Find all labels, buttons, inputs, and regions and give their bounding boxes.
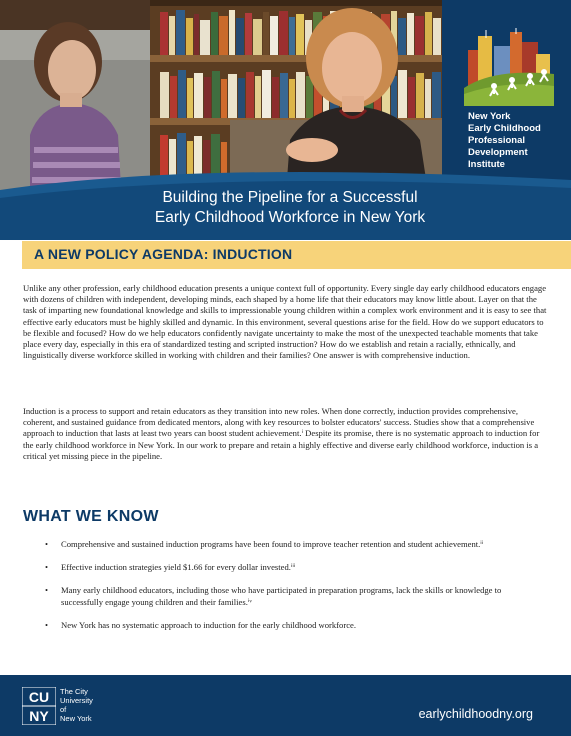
cuny-logo-icon xyxy=(22,687,56,725)
list-item-text: Effective induction strategies yield $1.66 for every dollar invested.ⁱⁱⁱ xyxy=(61,562,296,573)
cuny-mark-bottom: NY xyxy=(29,708,49,724)
induction-paragraph: Induction is a process to support and retain educators as they transition into new roles. When done correctly, induction provides comprehensive, coherent, and sustained guidance from dedicated mentors, along with key resources to bolster educators' success. Studies show that a comprehensive approach to induction that lasts at least two years can boost student achievement.ⁱ Despite its promise, there is no systematic approach to induction for the early childhood workforce in New York. In our work to prepare and retain a highly effective and diverse early childhood workforce, induction is a critical yet missing piece in the pipeline. xyxy=(23,406,540,461)
intro-paragraph: Unlike any other profession, early childhood education presents a unique context full of opportunity. Every single day early childhood educators engage with dozens of children with independent, developing minds, each shaped by a home life that their educators may know little about. Layer on that the task of imparting new foundational knowledge and skills to impressionable young children within a complex work environment and it is easy to see that effective early educators must be highly skilled and dynamic. In this environment, several questions arise for the field. How do we support educators to be flexible and focused? How do we help educators confidently navigate uncertainty to make the most of the unexpected teachable moments that take place every day, especially in this era of standardized testing and scripted instruction? How do we establish and retain a racially, ethnically, and linguistically diverse workforce skilled in working with children and their families? One answer is with comprehensive induction. xyxy=(23,283,547,361)
header xyxy=(0,0,571,240)
list-item xyxy=(45,562,545,573)
institute-name-line: Professional xyxy=(468,135,526,146)
what-we-know-title: WHAT WE KNOW xyxy=(23,508,159,525)
list-item xyxy=(45,585,545,607)
cuny-mark-top: CU xyxy=(28,689,50,705)
institute-name-line: Institute xyxy=(468,159,505,170)
what-we-know-list xyxy=(45,539,545,643)
footer xyxy=(0,675,571,736)
institute-name-line: Early Childhood xyxy=(468,123,541,134)
cuny-name-line: of xyxy=(60,705,67,714)
banner-title-line: Early Childhood Workforce in New York xyxy=(154,209,426,226)
list-item-text: Many early childhood educators, including those who have participated in preparation programs, lack the skills or knowledge to successfully engage young children and their families.ⁱᵛ xyxy=(61,585,502,607)
cuny-name-line: The City xyxy=(60,687,88,696)
bullet-icon: • xyxy=(45,585,49,596)
bullet-icon: • xyxy=(45,619,49,630)
banner-title xyxy=(80,188,500,228)
institute-name-line: Development xyxy=(468,147,528,158)
banner-title-line: Building the Pipeline for a Successful xyxy=(162,189,418,206)
cuny-name-line: New York xyxy=(60,714,92,723)
institute-name-line: New York xyxy=(468,111,511,122)
bullet-icon: • xyxy=(45,539,49,549)
bullet-icon: • xyxy=(45,562,49,573)
website-link[interactable]: earlychildhoodny.org xyxy=(418,707,533,721)
policy-section-header xyxy=(22,241,571,269)
list-item xyxy=(45,539,545,550)
nyecpdi-logo-icon xyxy=(464,28,554,106)
list-item-text: New York has no systematic approach to induction for the early childhood workforce. xyxy=(61,619,356,630)
cuny-name-line: University xyxy=(60,696,93,705)
cuny-name xyxy=(60,687,93,723)
list-item xyxy=(45,620,545,631)
list-item-text: Comprehensive and sustained induction programs have been found to improve teacher retention and student achievement.ⁱⁱ xyxy=(61,539,484,549)
policy-section-title: A NEW POLICY AGENDA: INDUCTION xyxy=(34,246,293,262)
